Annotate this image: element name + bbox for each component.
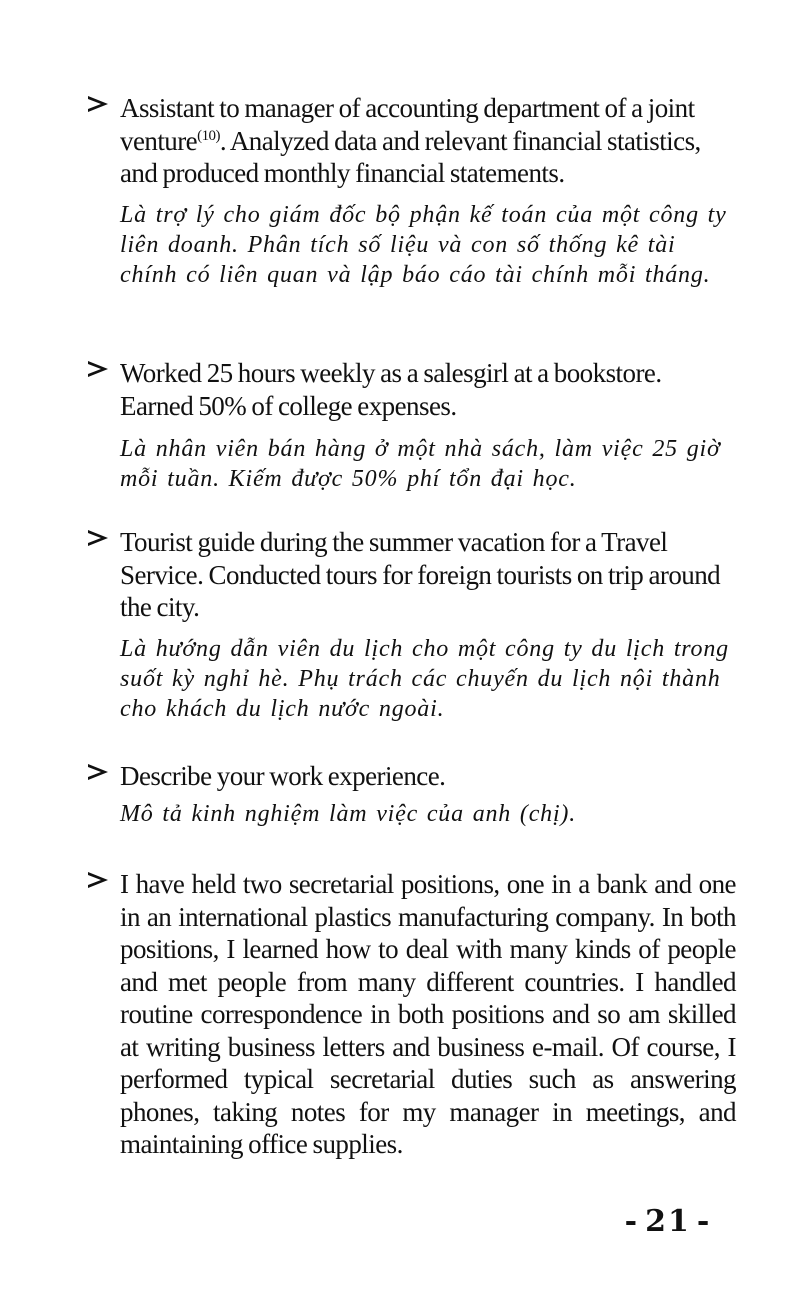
arrowhead-bullet-icon [86,760,114,788]
vietnamese-translation: Mô tả kinh nghiệm làm việc của anh (chị). [120,800,577,827]
english-text: Assistant to manager of accounting department of a joint venture$^{(10)}$. Analyzed data and relevant financial statistics, and produced monthly financial statements. [120,93,701,188]
footnote-marker: (10) [197,127,220,144]
entry-secretarial-answer [86,868,736,1161]
entry-describe-experience [86,760,736,829]
arrowhead-bullet-icon [86,526,114,554]
page-number-dash-right: - [696,1204,712,1239]
vietnamese-translation: Là nhân viên bán hàng ở một nhà sách, làm việc 25 giờ mỗi tuần. Kiếm được 50% phí tổn đại học. [120,436,721,492]
arrowhead-bullet-icon [86,92,114,120]
english-text: Worked 25 hours weekly as a salesgirl at a bookstore. Earned 50% of college expenses. [120,358,662,421]
english-text: I have held two secretarial positions, one in a bank and one in an international plastics manufacturing company. In both positions, I learned how to deal with many kinds of people and met people from many different countries. I handled routine correspondence in both positions and so am skilled at writing business letters and business e-mail. Of course, I performed typical secretarial duties such as answering phones, taking notes for my manager in meetings, and maintaining office supplies. [120,869,736,1159]
vietnamese-translation: Là hướng dẫn viên du lịch cho một công ty du lịch trong suốt kỳ nghỉ hè. Phụ trách các chuyến du lịch nội thành cho khách du lịch nước ngoài. [120,635,729,722]
page-number-value: 21 [645,1204,691,1239]
english-text: Describe your work experience. [120,761,446,791]
entry-tourist-guide [86,526,736,724]
entry-accounting-assistant [86,92,736,290]
vietnamese-translation: Là trợ lý cho giám đốc bộ phận kế toán của một công ty liên doanh. Phân tích số liệu và con số thống kê tài chính có liên quan và lập báo cáo tài chính mỗi tháng. [120,201,727,288]
entry-salesgirl [86,357,736,494]
english-text: Tourist guide during the summer vacation for a Travel Service. Conducted tours for foreign tourists on trip around the city. [120,527,721,622]
arrowhead-bullet-icon [86,868,114,896]
arrowhead-bullet-icon [86,357,114,385]
page-number [610,1204,726,1239]
page-number-dash-left: - [624,1204,640,1239]
